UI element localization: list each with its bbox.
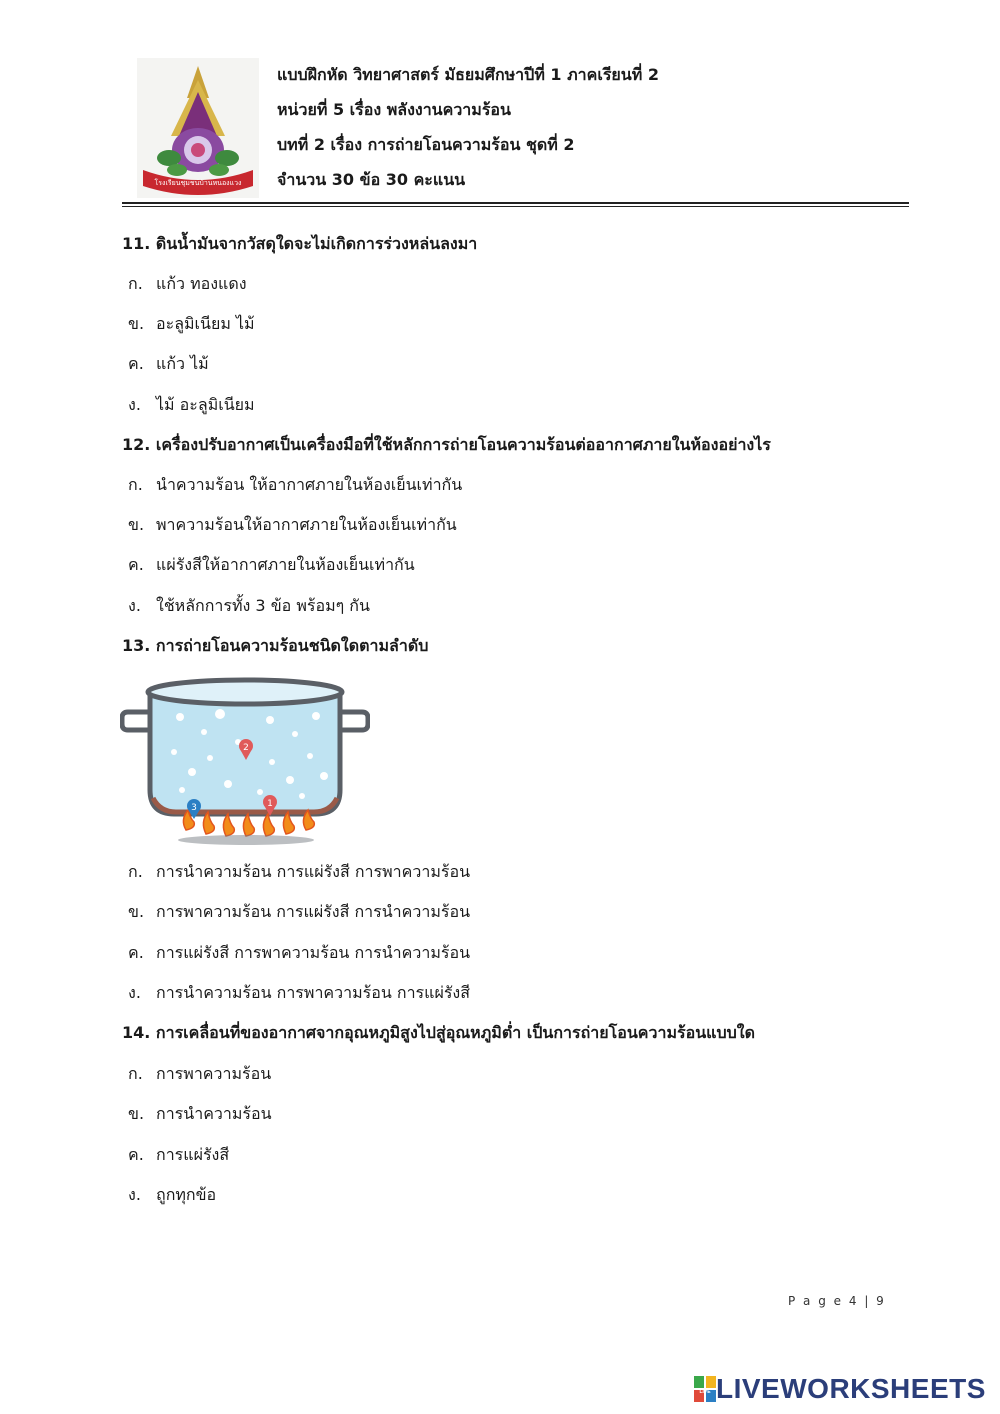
marker-3-label: 3 (191, 803, 197, 813)
option-text: แก้ว ทองแดง (156, 274, 247, 293)
page-number (788, 1294, 886, 1308)
q14-option-d[interactable] (128, 1183, 216, 1207)
option-letter: ง. (128, 983, 141, 1002)
option-letter: ก. (128, 1064, 143, 1083)
option-letter: ค. (128, 555, 144, 574)
option-letter: ข. (128, 314, 145, 333)
worksheet-header (277, 62, 659, 202)
option-letter: ง. (128, 395, 141, 414)
option-text: แก้ว ไม้ (156, 354, 209, 373)
option-text: การนำความร้อน การแผ่รังสี การพาความร้อน (156, 862, 470, 881)
option-text: ไม้ อะลูมิเนียม (156, 395, 255, 414)
option-text: ใช้หลักการทั้ง 3 ข้อ พร้อมๆ กัน (156, 596, 370, 615)
marker-2-label: 2 (243, 743, 249, 753)
logo-ribbon-text: โรงเรียนชุมชนบ้านหนองแวง (154, 179, 242, 187)
q12-option-c[interactable] (128, 553, 415, 577)
option-text: ถูกทุกข้อ (156, 1185, 217, 1204)
option-letter: ง. (128, 596, 141, 615)
option-letter: ค. (128, 354, 144, 373)
q11-option-b[interactable] (128, 312, 255, 336)
question-13: 13. การถ่ายโอนความร้อนชนิดใดตามลำดับ (122, 636, 429, 655)
option-text: นำความร้อน ให้อากาศภายในห้องเย็นเท่ากัน (156, 475, 463, 494)
header-divider (122, 202, 909, 204)
option-text: การพาความร้อน (156, 1064, 272, 1083)
option-text: แผ่รังสีให้อากาศภายในห้องเย็นเท่ากัน (156, 555, 415, 574)
option-text: การนำความร้อน (156, 1104, 272, 1123)
question-11: 11. ดินน้ำมันจากวัสดุใดจะไม่เกิดการร่วงหล่นลงมา (122, 234, 478, 253)
header-divider-thin (122, 206, 909, 207)
q12-option-a[interactable] (128, 473, 462, 497)
option-text: การแผ่รังสี การพาความร้อน การนำความร้อน (156, 943, 470, 962)
question-14: 14. การเคลื่อนที่ของอากาศจากอุณหภูมิสูงไปสู่อุณหภูมิต่ำ เป็นการถ่ายโอนความร้อนแบบใด (122, 1023, 755, 1042)
q13-option-a[interactable] (128, 860, 470, 884)
option-letter: ก. (128, 274, 143, 293)
q11-option-c[interactable] (128, 352, 209, 376)
header-unit: หน่วยที่ 5 เรื่อง พลังงานความร้อน (277, 100, 511, 119)
option-letter: ค. (128, 943, 144, 962)
option-letter: ข. (128, 1104, 145, 1123)
liveworksheets-brand[interactable] (694, 1374, 986, 1404)
question-12: 12. เครื่องปรับอากาศเป็นเครื่องมือที่ใช้หลักการถ่ายโอนความร้อนต่ออากาศภายในห้องอย่างไร (122, 435, 771, 454)
logo-badge-text: LIVE (699, 1389, 711, 1395)
option-text: การพาความร้อน การแผ่รังสี การนำความร้อน (156, 902, 470, 921)
option-letter: ง. (128, 1185, 141, 1204)
liveworksheets-logo-icon (694, 1376, 716, 1402)
page-label: P a g e (788, 1294, 844, 1308)
q14-option-a[interactable] (128, 1062, 271, 1086)
brand-name: LIVEWORKSHEETS (716, 1373, 986, 1404)
q11-option-d[interactable] (128, 393, 255, 417)
q14-option-c[interactable] (128, 1143, 229, 1167)
marker-1-label: 1 (267, 799, 273, 809)
q11-option-a[interactable] (128, 272, 247, 296)
option-text: การแผ่รังสี (156, 1145, 230, 1164)
q13-option-d[interactable] (128, 981, 470, 1005)
option-letter: ก. (128, 862, 143, 881)
page-number-value: 4 | 9 (848, 1294, 886, 1308)
option-text: อะลูมิเนียม ไม้ (156, 314, 255, 333)
school-logo (137, 58, 259, 198)
header-lesson: บทที่ 2 เรื่อง การถ่ายโอนความร้อน ชุดที่ 2 (277, 135, 575, 154)
option-letter: ข. (128, 902, 145, 921)
option-letter: ข. (128, 515, 145, 534)
q12-option-b[interactable] (128, 513, 457, 537)
header-count: จำนวน 30 ข้อ 30 คะแนน (277, 170, 466, 189)
q14-option-b[interactable] (128, 1102, 272, 1126)
option-text: พาความร้อนให้อากาศภายในห้องเย็นเท่ากัน (156, 515, 457, 534)
option-letter: ค. (128, 1145, 144, 1164)
q13-option-c[interactable] (128, 941, 470, 965)
boiling-pot-illustration (120, 672, 370, 852)
header-title: แบบฝึกหัด วิทยาศาสตร์ มัธยมศึกษาปีที่ 1 ภาคเรียนที่ 2 (277, 65, 659, 84)
q12-option-d[interactable] (128, 594, 370, 618)
option-letter: ก. (128, 475, 143, 494)
q13-option-b[interactable] (128, 900, 470, 924)
option-text: การนำความร้อน การพาความร้อน การแผ่รังสี (156, 983, 470, 1002)
